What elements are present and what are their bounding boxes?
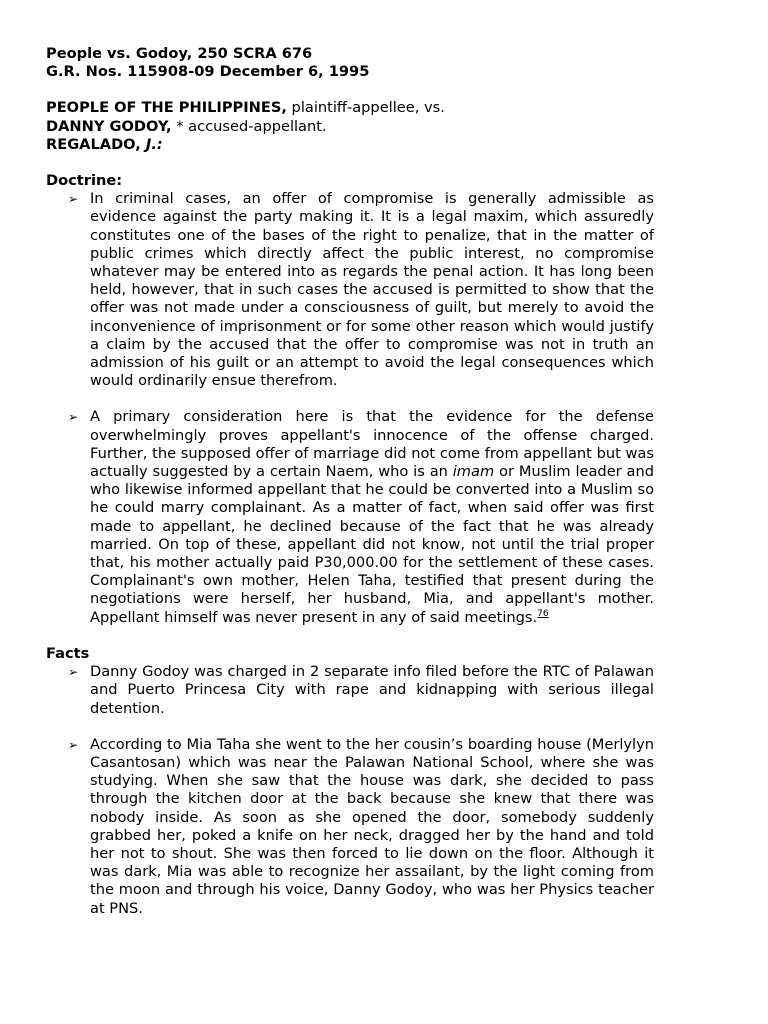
facts-item-text: According to Mia Taha she went to the her cousin’s boarding house (Merlylyn Casantosan) which was near the Palawan National School, where she was studying. When she saw that the house was dark, she decided to pass through the kitchen door at the back because she knew that there was nobody inside. As soon as she opened the door, somebody suddenly grabbed her, poked a knife on her neck, dragged her by the hand and told her not to shout. She was then forced to lie down on the floor. Although it was dark, Mia was able to recognize her assailant, by the light coming from the moon and through his voice, Danny Godoy, who was her Physics teacher at PNS. bbox=[90, 735, 654, 917]
arrowhead-bullet-icon: ➢ bbox=[68, 192, 79, 207]
doctrine-list bbox=[46, 190, 654, 627]
plaintiff-name: PEOPLE OF THE PHILIPPINES, bbox=[46, 99, 287, 117]
list-item bbox=[46, 736, 654, 918]
facts-list bbox=[46, 663, 654, 918]
facts-heading: Facts bbox=[46, 644, 90, 662]
doctrine-heading: Doctrine: bbox=[46, 172, 123, 190]
case-title: People vs. Godoy, 250 SCRA 676 bbox=[46, 45, 313, 62]
doctrine-item2-part2: or Muslim leader and who likewise informed appellant that he could be converted into a Muslim so he could marry complainant. As a matter of fact, when said offer was first made to appellant, he declined because of the fact that he was already married. On top of these, appellant did not know, not until the trial proper that, his mother actually paid P30,000.00 for the settlement of these cases. Complainant's own mother, Helen Taha, testified that present during the negotiations were herself, her husband, Mia, and appellant's mother. Appellant himself was never present in any of said meetings. bbox=[90, 463, 654, 626]
spacer bbox=[46, 627, 654, 645]
list-item bbox=[46, 663, 654, 718]
accused-name: DANNY GODOY, bbox=[46, 117, 172, 135]
list-item bbox=[46, 408, 654, 626]
doctrine-item2-part1: A primary consideration here is that the evidence for the defense overwhelmingly proves appellant's innocence of the offense charged. Further, the supposed offer of marriage did not come from appellant but was actually suggested by a certain Naem, who is an bbox=[90, 408, 654, 481]
ponente-suffix: J.: bbox=[145, 135, 163, 153]
document-page bbox=[46, 45, 654, 918]
spacer bbox=[46, 154, 654, 172]
arrowhead-bullet-icon: ➢ bbox=[68, 737, 79, 752]
facts-item-text: Danny Godoy was charged in 2 separate info filed before the RTC of Palawan and Puerto Princesa City with rape and kidnapping with serious illegal detention. bbox=[90, 663, 654, 717]
doctrine-item-text: In criminal cases, an offer of compromise is generally admissible as evidence against the party making it. It is a legal maxim, which assuredly constitutes one of the bases of the right to penalize, that in the matter of public crimes which directly affect the public interest, no compromise whatever may be entered into as regards the penal action. It has long been held, however, that in such cases the accused is permitted to show that the offer was not made under a consciousness of guilt, but merely to avoid the inconvenience of imprisonment or for some other reason which would justify a claim by the accused that the offer to compromise was not in truth an admission of his guilt or an attempt to avoid the legal consequences which would ordinarily ensue therefrom. bbox=[90, 190, 654, 390]
case-number: G.R. Nos. 115908-09 December 6, 1995 bbox=[46, 63, 370, 81]
list-item bbox=[46, 190, 654, 390]
doctrine-item-text bbox=[90, 408, 654, 626]
ponente-line bbox=[46, 136, 654, 154]
arrowhead-bullet-icon: ➢ bbox=[68, 665, 79, 680]
ponente-name: REGALADO, bbox=[46, 135, 146, 153]
doctrine-item2-italic: imam bbox=[452, 463, 495, 481]
plaintiff-role: plaintiff-appellee, vs. bbox=[286, 99, 445, 117]
spacer bbox=[46, 81, 654, 99]
accused-role: * accused-appellant. bbox=[171, 117, 327, 135]
plaintiff-line bbox=[46, 99, 654, 117]
arrowhead-bullet-icon: ➢ bbox=[68, 410, 79, 425]
accused-line bbox=[46, 118, 654, 136]
footnote-link[interactable]: 76 bbox=[537, 608, 549, 619]
